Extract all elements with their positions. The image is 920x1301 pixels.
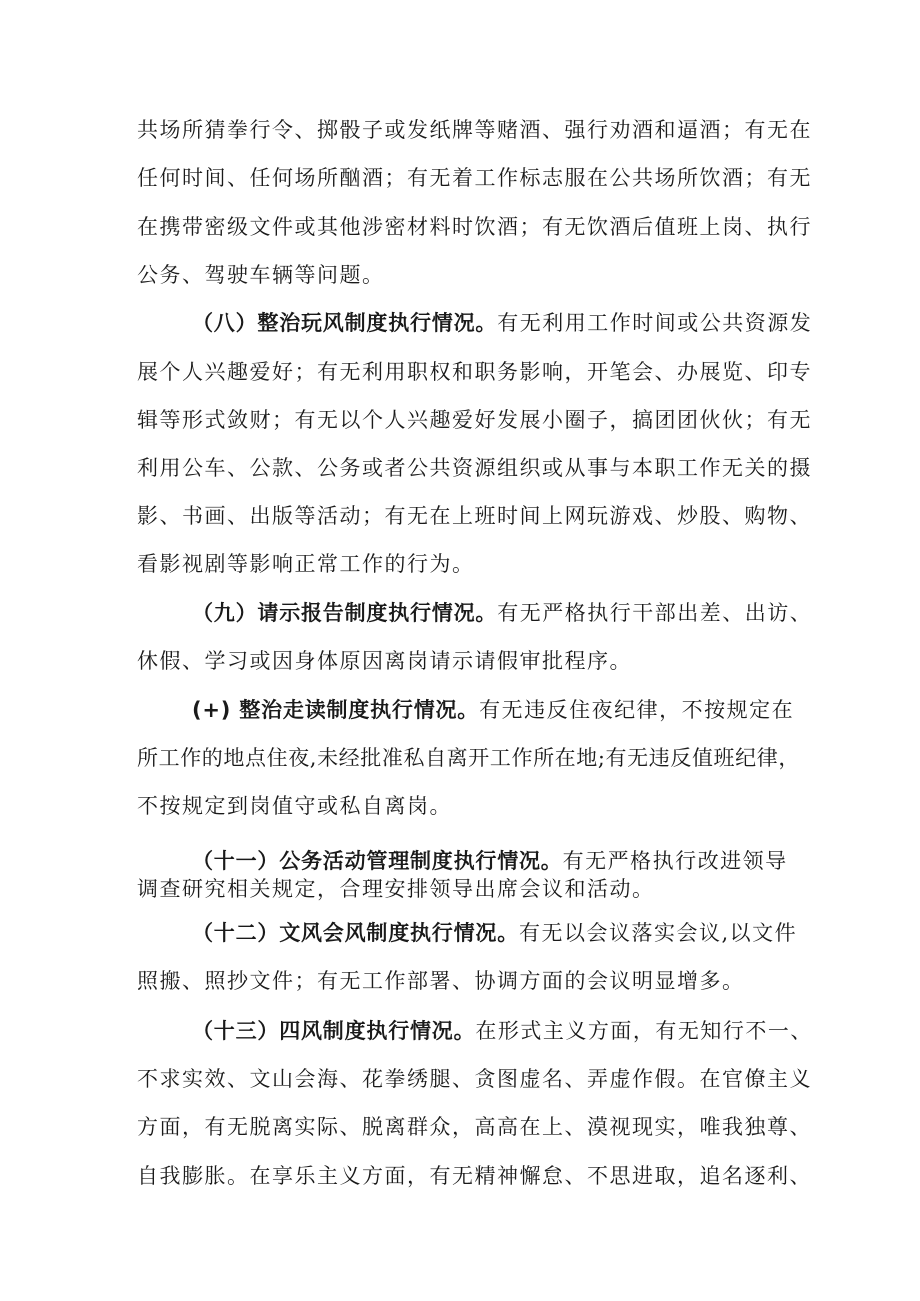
- line-text: 调查研究相关规定，合理安排领导出席会议和活动。: [137, 877, 655, 901]
- line-text: 影、书画、出版等活动；有无在上班时间上网玩游戏、炒股、购物、: [137, 504, 812, 528]
- text-line: [137, 455, 812, 481]
- paragraph-first-line: [192, 920, 797, 946]
- line-text: 有无利用工作时间或公共资源发: [497, 311, 813, 335]
- text-line: [137, 214, 812, 240]
- line-text: 有无以会议落实会议,以文件: [519, 921, 798, 945]
- line-text: 所工作的地点住夜,未经批准私自离开工作所在地;有无违反值班纪律，: [137, 746, 800, 770]
- text-line: [137, 262, 385, 288]
- text-line: [137, 407, 812, 433]
- section-heading: (+) 整治走读制度执行情况。: [192, 698, 480, 722]
- line-text: 休假、学习或因身体原因离岗请示请假审批程序。: [137, 649, 632, 673]
- paragraph-first-line: [192, 1018, 813, 1044]
- text-line: [137, 968, 745, 994]
- paragraph-first-line: [192, 600, 812, 626]
- text-line: [137, 551, 475, 577]
- paragraph-first-line: [192, 697, 794, 723]
- line-text: 在携带密级文件或其他涉密材料时饮酒；有无饮酒后值班上岗、执行: [137, 215, 812, 239]
- line-text: 任何时间、任何场所酗酒；有无着工作标志服在公共场所饮酒；有无: [137, 166, 812, 190]
- line-text: 有无严格执行干部出差、出访、: [497, 601, 813, 625]
- line-text: 有无严格执行改进领导: [562, 849, 788, 873]
- text-line: [137, 648, 632, 674]
- line-text: 在形式主义方面，有无知行不一、: [475, 1019, 813, 1043]
- text-line: [137, 1066, 812, 1092]
- line-text: 有无违反住夜纪律，不按规定在: [479, 698, 795, 722]
- section-heading: （十一）公务活动管理制度执行情况。: [192, 849, 563, 873]
- text-line: [137, 793, 452, 819]
- section-heading: （九）请示报告制度执行情况。: [192, 601, 498, 625]
- line-text: 方面，有无脱离实际、脱离群众，高高在上、漠视现实，唯我独尊、: [137, 1115, 812, 1139]
- section-heading: （十三）四风制度执行情况。: [192, 1019, 476, 1043]
- line-text: 辑等形式敛财；有无以个人兴趣爱好发展小圈子，搞团团伙伙；有无: [137, 408, 812, 432]
- line-text: 共场所猜拳行令、掷骰子或发纸牌等赌酒、强行劝酒和逼酒；有无在: [137, 118, 812, 142]
- text-line: [137, 359, 812, 385]
- line-text: 不求实效、文山会海、花拳绣腿、贪图虚名、弄虚作假。在官僚主义: [137, 1067, 812, 1091]
- line-text: 展个人兴趣爱好；有无利用职权和职务影响，开笔会、办展览、印专: [137, 360, 812, 384]
- line-text: 利用公车、公款、公务或者公共资源组织或从事与本职工作无关的摄: [137, 456, 812, 480]
- paragraph-first-line: [192, 310, 812, 336]
- text-line: [137, 745, 800, 771]
- line-text: 不按规定到岗值守或私自离岗。: [137, 794, 452, 818]
- section-heading: （八）整治玩风制度执行情况。: [192, 311, 498, 335]
- line-text: 看影视剧等影响正常工作的行为。: [137, 552, 475, 576]
- section-heading: （十二）文风会风制度执行情况。: [192, 921, 519, 945]
- text-line: [137, 876, 655, 902]
- paragraph-first-line: [192, 848, 788, 874]
- line-text: 公务、驾驶车辆等问题。: [137, 263, 385, 287]
- line-text: 照搬、照抄文件；有无工作部署、协调方面的会议明显增多。: [137, 969, 745, 993]
- text-line: [137, 117, 812, 143]
- text-line: [137, 503, 812, 529]
- line-text: 自我膨胀。在享乐主义方面，有无精神懈怠、不思进取，追名逐利、: [137, 1164, 812, 1188]
- text-line: [137, 1114, 812, 1140]
- text-line: [137, 1163, 812, 1189]
- text-line: [137, 165, 812, 191]
